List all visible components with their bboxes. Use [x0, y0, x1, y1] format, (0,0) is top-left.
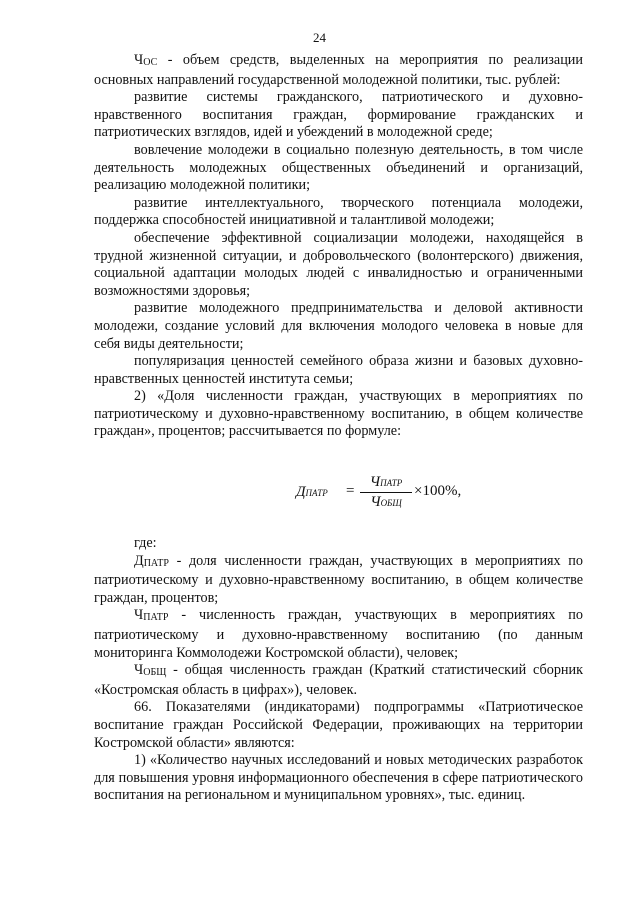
symbol-choc-sub: ОС: [143, 57, 158, 68]
paragraph: обеспечение эффективной социализации молодежи, находящейся в трудной жизненной ситуации, и добровольческого (волонтерского) движения, социальной адаптации молодых людей с инвалидностью и ограниченными возможностями здоровья;: [94, 229, 583, 299]
formula-numerator: ЧПАТР: [369, 474, 403, 490]
formula-denominator: ЧОБЩ: [370, 494, 402, 510]
fraction-bar: [360, 492, 412, 493]
paragraph-indicator-1: 1) «Количество научных исследований и новых методических разработок для повышения уровня информационного обеспечения в сфере патриотического воспитания на региональном и муниципальном уровнях», тыс. единиц.: [94, 752, 583, 804]
definition-dpatr: ДПАТР - доля численности граждан, участвующих в мероприятиях по патриотическому и духовно-нравственному воспитанию, в общем количестве граждан, процентов;: [94, 552, 583, 606]
paragraph: развитие интеллектуального, творческого потенциала молодежи, поддержка способностей инициативной и талантливой молодежи;: [94, 194, 583, 229]
paragraph-indicator-2: 2) «Доля численности граждан, участвующих в мероприятиях по патриотическому и духовно-нравственному воспитанию, в общем количестве граждан», процентов; рассчитывается по формуле:: [94, 388, 583, 440]
paragraph: вовлечение молодежи в социально полезную деятельность, в том числе деятельность молодежных общественных объединений и организаций, реализацию молодежной политики;: [94, 141, 583, 194]
formula: [296, 474, 536, 518]
paragraph-66: 66. Показателями (индикаторами) подпрограммы «Патриотическое воспитание граждан Российской Федерации, проживающих на территории Костромской области» являются:: [94, 699, 583, 751]
paragraph: развитие системы гражданского, патриотического и духовно-нравственного воспитания граждан, формирование гражданских и патриотических взглядов, идей и убеждений в молодежной среде;: [94, 89, 583, 141]
formula-multiplier: ×100%,: [414, 483, 462, 499]
page-number: 24: [313, 30, 326, 45]
formula-lhs: ДПАТР: [296, 484, 328, 500]
definition-chobshch: ЧОБЩ - общая численность граждан (Краткий статистический сборник «Костромская область в цифрах»), человек.: [94, 662, 583, 698]
where-label: где:: [134, 535, 157, 551]
formula-equals: =: [346, 483, 355, 499]
body-text-upper: [94, 52, 583, 441]
definition-chpatr: ЧПАТР - численность граждан, участвующих в мероприятиях по патриотическому и духовно-нравственному воспитанию (по данным мониторинга Коммолодежи Костромской области), человек;: [94, 607, 583, 661]
paragraph: популяризация ценностей семейного образа жизни и базовых духовно-нравственных ценностей института семьи;: [94, 353, 583, 387]
formula-fraction: [360, 474, 412, 511]
definition-choc: ЧОС - объем средств, выделенных на мероприятия по реализации основных направлений государственной молодежной политики, тыс. рублей:: [94, 52, 583, 88]
paragraph: развитие молодежного предпринимательства и деловой активности молодежи, создание условий для включения молодого человека в новые для себя виды деятельности;: [94, 300, 583, 352]
symbol-choc: Ч: [134, 52, 144, 68]
body-text-lower: [94, 535, 583, 805]
